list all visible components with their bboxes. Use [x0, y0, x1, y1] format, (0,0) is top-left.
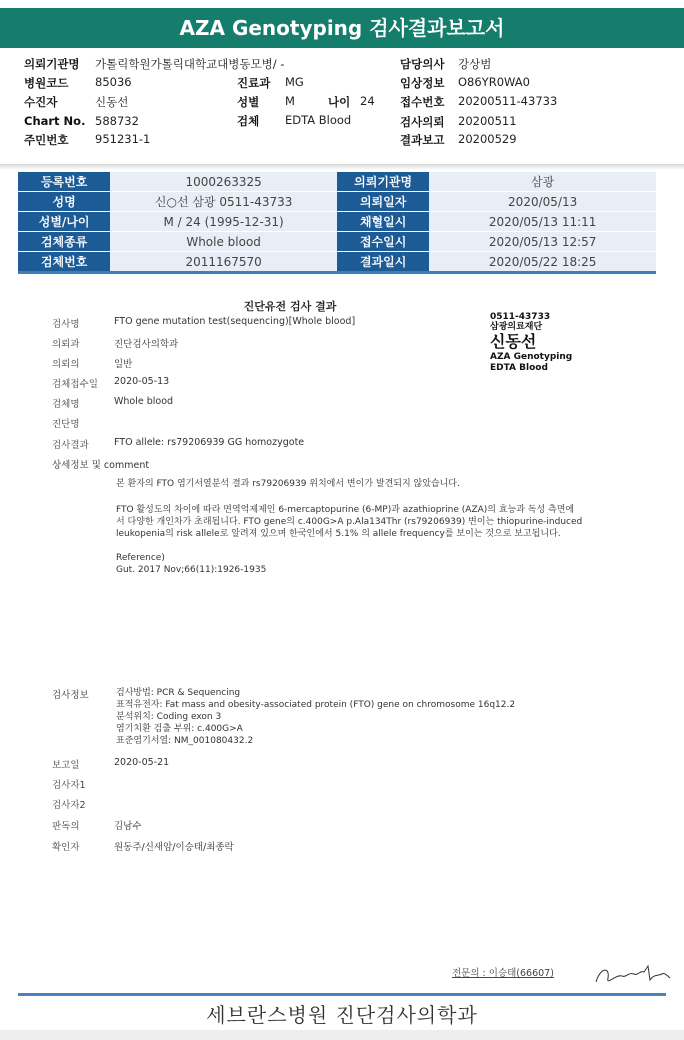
registration-label: 등록번호: [18, 172, 110, 192]
field-value: Whole blood: [114, 396, 174, 407]
stamp-line2: 삼광의료재단: [490, 322, 543, 332]
receipt-label: 접수번호: [400, 95, 445, 109]
institution-value: 가톨릭학원가톨릭대학교대병동모병/ -: [95, 57, 285, 71]
field-key: 검사결과: [52, 440, 89, 451]
signature: [592, 960, 674, 990]
registration-value: Whole blood: [110, 232, 337, 252]
registration-value: 1000263325: [110, 172, 337, 192]
patient-label: 수진자: [24, 95, 58, 109]
field-key: 의뢰의: [52, 359, 80, 370]
field-value: FTO gene mutation test(sequencing)[Whole blood]: [114, 316, 356, 327]
dept-value: MG: [285, 75, 304, 89]
registration-row: [18, 212, 656, 232]
age-label: 나이: [328, 95, 351, 109]
clinical-label: 임상정보: [400, 76, 445, 90]
patient-value: 신동선: [95, 95, 129, 109]
field-key: 의뢰과: [52, 339, 80, 350]
registration-label: 성별/나이: [18, 212, 110, 232]
chart-value: 588732: [95, 114, 139, 128]
field-value: 2020-05-21: [114, 757, 170, 768]
field-key: 검체접수일: [52, 379, 98, 390]
test-info-line1: 검사방법: PCR & Sequencing: [116, 688, 241, 698]
registration-label: 접수일시: [337, 232, 429, 252]
registration-row: [18, 172, 656, 192]
registration-table: [18, 172, 656, 274]
request-value: 20200511: [458, 114, 517, 128]
comment-p2c: leukopenia의 risk allele로 알려져 있으며 한국인에서 5.1% 의 allele frequency를 보이는 것으로 보고됩니다.: [116, 529, 561, 539]
specimen-label: 검체: [237, 114, 260, 128]
rrn-value: 951231-1: [95, 132, 151, 146]
registration-value: 2020/05/13 11:11: [429, 212, 656, 232]
comment-p2a: FTO 활성도의 차이에 따라 면역억제제인 6-mercaptopurine (6-MP)과 azathioprine (AZA)의 효능과 독성 측면에: [116, 505, 575, 515]
stamp-line4: AZA Genotyping: [490, 352, 573, 362]
test-info-line4: 염기치환 검출 부위: c.400G>A: [116, 724, 243, 734]
test-info-line2: 표적유전자: Fat mass and obesity-associated protein (FTO) gene on chromosome 16q12.2: [116, 700, 516, 710]
clinical-value: O86YR0WA0: [458, 75, 530, 89]
specimen-value: EDTA Blood: [285, 113, 352, 127]
sex-value: M: [285, 94, 295, 108]
specimen-stamp: [490, 312, 610, 384]
field-comment-label: 상세정보 및 comment: [52, 460, 150, 471]
registration-label: 의뢰기관명: [337, 172, 429, 192]
registration-value: M / 24 (1995-12-31): [110, 212, 337, 232]
test-info-label: 검사정보: [52, 690, 89, 701]
report-label: 결과보고: [400, 133, 445, 147]
field-key: 검사자1: [52, 780, 86, 791]
doctor-value: 강상범: [458, 57, 492, 71]
comment-p2b: 서 다양한 개인차가 초래됩니다. FTO gene의 c.400G>A p.Ala134Thr (rs79206939) 변이는 thiopurine-induced: [116, 517, 583, 527]
page-bottom-band: [0, 1030, 684, 1040]
hospital-code-value: 85036: [95, 75, 132, 89]
reference-label: Reference): [116, 553, 165, 563]
registration-value: 삼광: [429, 172, 656, 192]
registration-label: 성명: [18, 192, 110, 212]
registration-value: 2020/05/22 18:25: [429, 252, 656, 273]
test-info-line3: 분석위치: Coding exon 3: [116, 712, 222, 722]
receipt-value: 20200511-43733: [458, 94, 558, 108]
field-key: 확인자: [52, 842, 80, 853]
field-value: 원동주/신새암/이승태/최종락: [114, 842, 234, 853]
stamp-line5: EDTA Blood: [490, 363, 548, 373]
rrn-label: 주민번호: [24, 133, 69, 147]
registration-row: [18, 252, 656, 273]
age-value: 24: [360, 94, 375, 108]
stamp-line1: 0511-43733: [490, 312, 551, 322]
registration-label: 의뢰일자: [337, 192, 429, 212]
divider: [0, 164, 684, 170]
registration-label: 채혈일시: [337, 212, 429, 232]
registration-label: 검체종류: [18, 232, 110, 252]
field-key: 판독의: [52, 821, 80, 832]
test-info-line5: 표준염기서열: NM_001080432.2: [116, 736, 254, 746]
field-value: 김남수: [114, 821, 142, 832]
report-title: AZA Genotyping 검사결과보고서: [0, 8, 684, 48]
footer-rule: [18, 993, 666, 996]
registration-label: 검체번호: [18, 252, 110, 273]
institution-label: 의뢰기관명: [24, 57, 80, 71]
field-key: 보고일: [52, 760, 80, 771]
registration-row: [18, 192, 656, 212]
field-value: 일반: [114, 359, 133, 370]
result-title: 진단유전 검사 결과: [243, 300, 337, 313]
reference-citation: Gut. 2017 Nov;66(11):1926-1935: [116, 565, 267, 575]
field-key: 검체명: [52, 399, 80, 410]
hospital-code-label: 병원코드: [24, 76, 69, 90]
field-key: 검사명: [52, 319, 80, 330]
field-value: FTO allele: rs79206939 GG homozygote: [114, 437, 305, 448]
stamp-name: 신동선: [490, 332, 537, 351]
registration-value: 2020/05/13 12:57: [429, 232, 656, 252]
chart-label: Chart No.: [24, 114, 86, 128]
field-value: 진단검사의학과: [114, 339, 179, 350]
registration-label: 결과일시: [337, 252, 429, 273]
sex-label: 성별: [237, 95, 260, 109]
dept-label: 진료과: [237, 76, 271, 90]
specialist-name: 전문의 : 이승태(66607): [452, 968, 554, 979]
field-value: 2020-05-13: [114, 376, 170, 387]
report-value: 20200529: [458, 132, 517, 146]
doctor-label: 담당의사: [400, 57, 445, 71]
registration-row: [18, 232, 656, 252]
field-key: 진단명: [52, 419, 80, 430]
field-key: 검사자2: [52, 800, 86, 811]
comment-p1: 본 환자의 FTO 염기서열분석 결과 rs79206939 위치에서 변이가 발견되지 않았습니다.: [116, 479, 460, 489]
registration-value: 2020/05/13: [429, 192, 656, 212]
footer-title: 세브란스병원 진단검사의학과: [206, 1003, 478, 1027]
registration-value: 신○선 삼광 0511-43733: [110, 192, 337, 212]
request-label: 검사의뢰: [400, 115, 445, 129]
registration-value: 2011167570: [110, 252, 337, 273]
